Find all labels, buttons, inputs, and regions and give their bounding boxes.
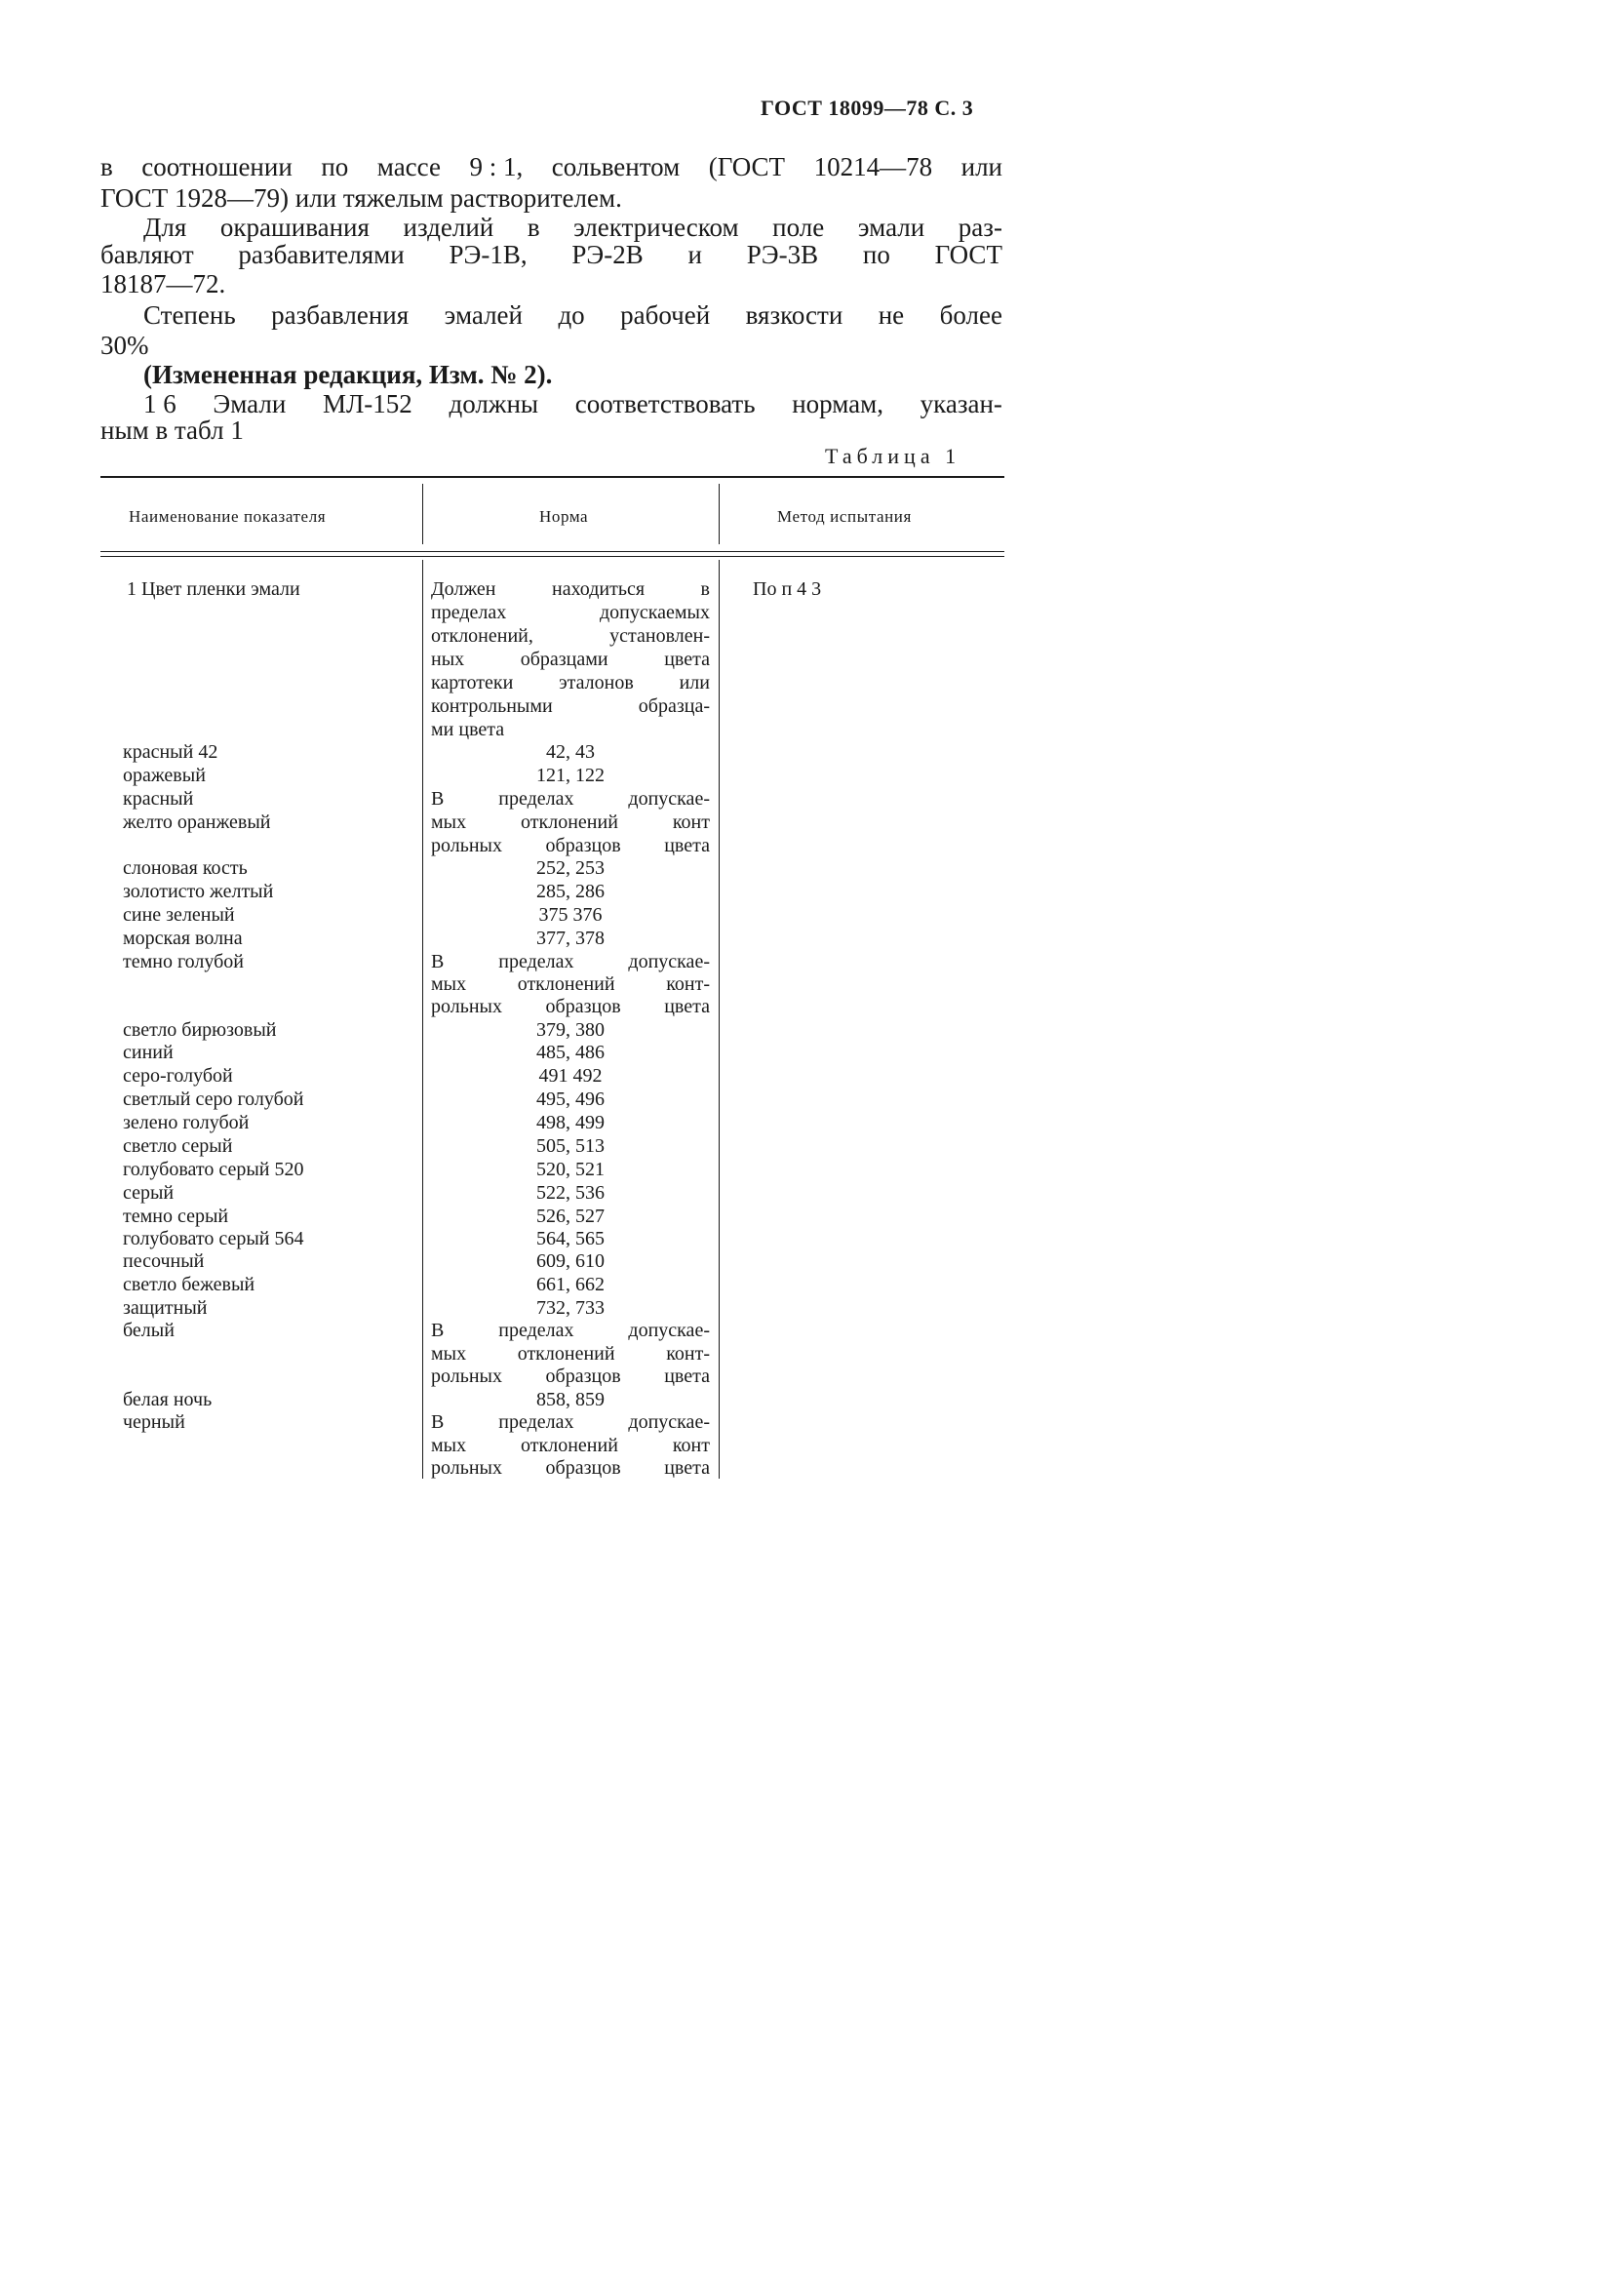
norm-value: 564, 565 (536, 1228, 605, 1249)
norm-value: 252, 253 (536, 857, 605, 879)
word: по (321, 152, 349, 181)
norm-value: 491 492 (538, 1065, 603, 1087)
norm-range-line: В пределах допускае- (431, 951, 710, 972)
word: должны (449, 389, 539, 418)
header-divider-2 (719, 484, 720, 544)
word: указан- (920, 389, 1002, 418)
color-name: зелено голубой (123, 1112, 250, 1133)
word: сольвентом (551, 152, 681, 181)
amendment-note: (Измененная редакция, Изм. № 2). (143, 360, 553, 389)
color-name: защитный (123, 1297, 208, 1319)
word: РЭ-3В (746, 240, 819, 269)
norm-value: 485, 486 (536, 1042, 605, 1063)
color-name: красный (123, 788, 194, 810)
color-name: золотисто желтый (123, 881, 274, 902)
norm-value: 520, 521 (536, 1159, 605, 1180)
word: поле (772, 213, 825, 242)
word: не (878, 300, 905, 330)
word: рабочей (620, 300, 711, 330)
color-name: светло серый (123, 1135, 233, 1157)
word: соответствовать (574, 389, 756, 418)
color-name: темно серый (123, 1206, 229, 1227)
norm-value: 526, 527 (536, 1206, 605, 1227)
word: Степень (143, 300, 236, 330)
norm-main-line-7: ми цвета (431, 719, 505, 740)
table-caption: Таблица 1 (825, 444, 961, 468)
header-indicator: Наименование показателя (129, 507, 327, 526)
word: более (939, 300, 1002, 330)
word: МЛ-152 (322, 389, 412, 418)
word: РЭ-2В (571, 240, 644, 269)
norm-value: 379, 380 (536, 1019, 605, 1041)
paragraph-1-line-2: ГОСТ 1928—79) или тяжелым растворителем. (100, 183, 622, 213)
color-name: серо-голубой (123, 1065, 233, 1087)
norm-value: 661, 662 (536, 1274, 605, 1295)
norm-range-line: В пределах допускае- (431, 1411, 710, 1433)
norm-main-line-6: контрольными образца- (431, 695, 710, 717)
word: или (960, 152, 1002, 181)
norm-value: 121, 122 (536, 765, 605, 786)
word: по (862, 240, 890, 269)
word: 10214—78 (813, 152, 933, 181)
word: и (687, 240, 702, 269)
norm-value: 522, 536 (536, 1182, 605, 1204)
header-norm: Норма (539, 507, 589, 526)
color-name: голубовато серый 564 (123, 1228, 304, 1249)
paragraph-1-line-1 (100, 152, 1002, 182)
body-divider-2 (719, 560, 720, 1479)
word: соотношении (141, 152, 293, 181)
norm-value: 377, 378 (536, 928, 605, 949)
color-name: сине зеленый (123, 904, 235, 926)
word: 9 : 1, (469, 152, 524, 181)
word: эмали (857, 213, 925, 242)
word: ГОСТ (934, 240, 1002, 269)
word: окрашивания (219, 213, 370, 242)
word: разбавителями (238, 240, 405, 269)
norm-value: 505, 513 (536, 1135, 605, 1157)
norm-range-line: рольных образцов цвета (431, 835, 710, 856)
norm-value: 609, 610 (536, 1250, 605, 1272)
norm-main-line-2: пределах допускаемых (431, 602, 710, 623)
paragraph-4-line-2: ным в табл 1 (100, 416, 244, 445)
paragraph-2-line-1 (143, 213, 1002, 243)
test-method: По п 4 3 (753, 578, 822, 600)
word: электрическом (573, 213, 739, 242)
word: Для (143, 213, 187, 242)
color-name: желто оранжевый (123, 812, 271, 833)
paragraph-3-line-2: 30% (100, 331, 149, 360)
norm-range-line: мых отклонений конт- (431, 973, 710, 995)
paragraph-4-line-1 (143, 389, 1002, 419)
color-name: оражевый (123, 765, 206, 786)
norm-value: 858, 859 (536, 1389, 605, 1410)
word: РЭ-1В, (449, 240, 528, 269)
color-name: светлый серо голубой (123, 1089, 304, 1110)
table-header-rule-1 (100, 551, 1004, 552)
color-name: белая ночь (123, 1389, 213, 1410)
indicator-name: 1 Цвет пленки эмали (127, 578, 300, 600)
table-top-rule (100, 476, 1004, 478)
paragraph-2-line-2 (100, 240, 1002, 270)
color-name: светло бежевый (123, 1274, 255, 1295)
norm-range-line: В пределах допускае- (431, 788, 710, 810)
word: массе (376, 152, 441, 181)
norm-value: 375 376 (538, 904, 603, 926)
color-name: темно голубой (123, 951, 245, 972)
norm-range-line: рольных образцов цвета (431, 1366, 710, 1387)
paragraph-2-line-3: 18187—72. (100, 269, 226, 298)
color-name: белый (123, 1320, 175, 1341)
word: в (527, 213, 540, 242)
word: Эмали (213, 389, 287, 418)
norm-value: 495, 496 (536, 1089, 605, 1110)
body-divider-1 (422, 560, 423, 1479)
color-name: светло бирюзовый (123, 1019, 277, 1041)
color-name: слоновая кость (123, 857, 248, 879)
norm-range-line: мых отклонений конт (431, 1435, 710, 1456)
word: разбавления (271, 300, 410, 330)
norm-range-line: мых отклонений конт (431, 812, 710, 833)
norm-main-line-3: отклонений, установлен- (431, 625, 710, 647)
color-name: черный (123, 1411, 185, 1433)
word: изделий (403, 213, 494, 242)
color-name: красный 42 (123, 741, 218, 763)
word: (ГОСТ (708, 152, 786, 181)
word: 1 6 (143, 389, 176, 418)
norm-main-line-1: Должен находиться в (431, 578, 710, 600)
word: нормам, (792, 389, 883, 418)
paragraph-3-line-1 (143, 300, 1002, 331)
norm-range-line: рольных образцов цвета (431, 1457, 710, 1479)
running-header: ГОСТ 18099—78 С. 3 (761, 96, 974, 120)
color-name: песочный (123, 1250, 205, 1272)
norm-range-line: мых отклонений конт- (431, 1343, 710, 1365)
word: вязкости (745, 300, 843, 330)
header-method: Метод испытания (777, 507, 912, 526)
norm-main-line-5: картотеки эталонов или (431, 672, 710, 693)
word: бавляют (100, 240, 194, 269)
word: эмалей (444, 300, 523, 330)
color-name: серый (123, 1182, 175, 1204)
norm-value: 285, 286 (536, 881, 605, 902)
color-name: морская волна (123, 928, 243, 949)
word: раз- (958, 213, 1002, 242)
header-divider-1 (422, 484, 423, 544)
color-name: синий (123, 1042, 174, 1063)
word: в (100, 152, 113, 181)
norm-range-line: рольных образцов цвета (431, 996, 710, 1017)
table-header-rule-2 (100, 556, 1004, 557)
word: до (558, 300, 585, 330)
norm-range-line: В пределах допускае- (431, 1320, 710, 1341)
norm-value: 42, 43 (546, 741, 595, 763)
norm-value: 498, 499 (536, 1112, 605, 1133)
norm-value: 732, 733 (536, 1297, 605, 1319)
norm-main-line-4: ных образцами цвета (431, 649, 710, 670)
color-name: голубовато серый 520 (123, 1159, 304, 1180)
